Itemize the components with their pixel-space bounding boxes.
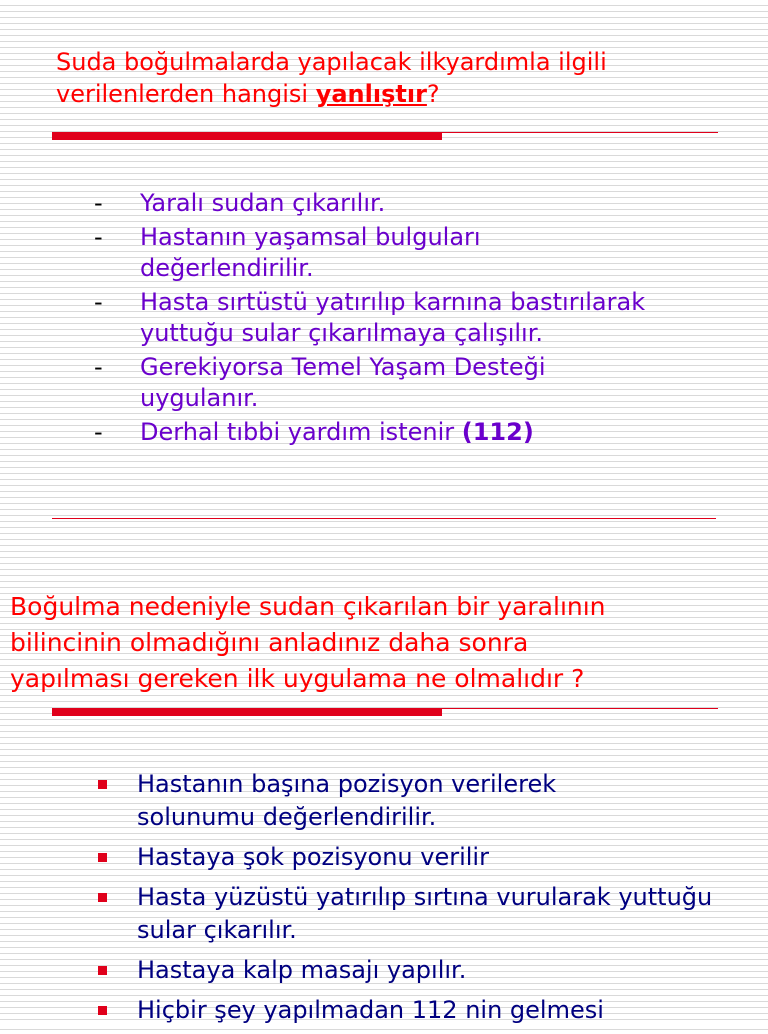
- slide-2-answer-list: [94, 768, 754, 1034]
- slide-2-title-rule-thin: [442, 708, 718, 709]
- slide-2-title-rule-thick: [52, 708, 442, 716]
- slide-1-title-emphasis: yanlıştır: [315, 80, 427, 108]
- list-item-text: Yaralı sudan çıkarılır.: [140, 189, 386, 217]
- list-item: [94, 841, 754, 874]
- slide-1-question-title: [56, 46, 607, 110]
- list-item-text: Hastanın başına pozisyon verilerek solunumu değerlendirilir.: [137, 770, 557, 831]
- slide-1-answer-list: [94, 188, 734, 451]
- dash-marker: -: [94, 418, 103, 446]
- list-item: [94, 768, 754, 834]
- list-item-text: Hastaya kalp masajı yapılır.: [137, 956, 467, 984]
- list-item: [94, 881, 754, 947]
- square-bullet-icon: [98, 780, 107, 789]
- list-item-text-plain: Derhal tıbbi yardım istenir: [140, 418, 462, 446]
- dash-marker: -: [94, 288, 103, 316]
- slide-1: [0, 0, 768, 512]
- square-bullet-icon: [98, 966, 107, 975]
- list-item-text: Hasta yüzüstü yatırılıp sırtına vurularak yuttuğu sular çıkarılır.: [137, 883, 713, 944]
- list-item: [94, 417, 734, 448]
- dash-marker: -: [94, 223, 103, 251]
- list-item: [94, 222, 734, 284]
- list-item: [94, 954, 754, 987]
- list-item-text: Hasta sırtüstü yatırılıp karnına bastırılarak yuttuğu sular çıkarılmaya çalışılır.: [140, 288, 646, 347]
- slide-1-title-line-2-prefix: verilenlerden hangisi: [56, 80, 316, 108]
- slide-1-title-rule-thin: [442, 132, 718, 133]
- dash-marker: -: [94, 189, 103, 217]
- list-item: [94, 994, 754, 1027]
- dash-marker: -: [94, 353, 103, 381]
- slide-1-title-suffix: ?: [426, 80, 440, 108]
- list-item: [94, 188, 734, 219]
- list-item-text: Hastaya şok pozisyonu verilir: [137, 843, 489, 871]
- square-bullet-icon: [98, 1006, 107, 1015]
- slide-2-question-title: [10, 589, 606, 697]
- emergency-number: (112): [461, 418, 534, 446]
- list-item: [94, 287, 734, 349]
- slide-1-title-rule-thick: [52, 132, 442, 140]
- list-item-text: Hiçbir şey yapılmadan 112 nin gelmesi: [137, 996, 604, 1024]
- list-item-text: Hastanın yaşamsal bulguları değerlendirilir.: [140, 223, 481, 282]
- list-item-text: [140, 417, 734, 448]
- slide-2-title-line-3: yapılması gereken ilk uygulama ne olmalıdır ?: [10, 664, 585, 693]
- list-item-text: Gerekiyorsa Temel Yaşam Desteği uygulanır.: [140, 353, 546, 412]
- square-bullet-icon: [98, 893, 107, 902]
- square-bullet-icon: [98, 853, 107, 862]
- slide-1-title-line-1: Suda boğulmalarda yapılacak ilkyardımla ilgili: [56, 48, 607, 76]
- slide-2-title-line-2: bilincinin olmadığını anladınız daha sonra: [10, 628, 529, 657]
- slide-2: [0, 512, 768, 1024]
- list-item: [94, 352, 734, 414]
- slide-2-title-line-1: Boğulma nedeniyle sudan çıkarılan bir yaralının: [10, 592, 606, 621]
